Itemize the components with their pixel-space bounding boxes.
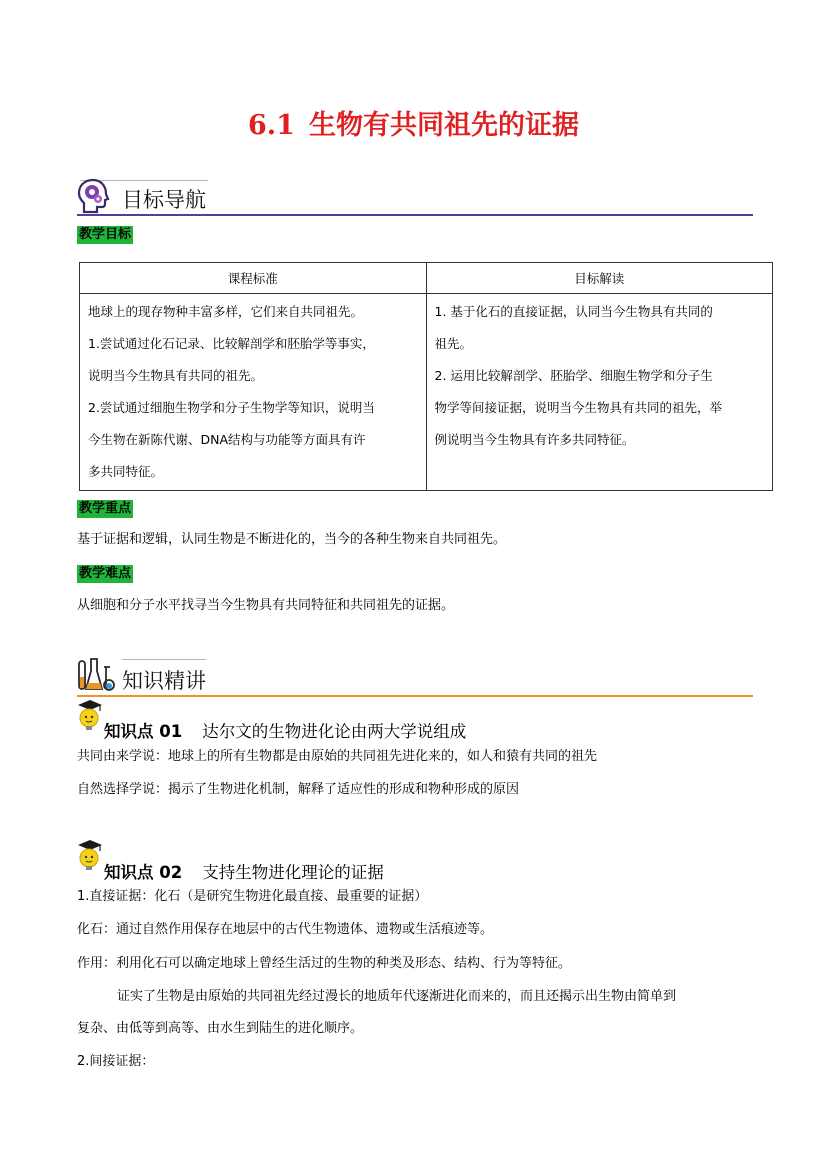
- objectives-table: [79, 262, 773, 491]
- cell-line: 1.尝试通过化石记录、比较解剖学和胚胎学等事实，: [88, 336, 375, 351]
- kp2-line: 证实了生物是由原始的共同祖先经过漫长的地质年代逐渐进化而来的，而且还揭示出生物由简单到: [117, 989, 677, 1004]
- title-text: 生物有共同祖先的证据: [308, 110, 579, 141]
- tag-teaching-focus: 教学重点: [79, 501, 132, 516]
- knowledge-point-title: [104, 718, 466, 742]
- kp-name: 达尔文的生物进化论由两大学说组成: [202, 722, 467, 741]
- kp2-line: 1.直接证据：化石（是研究生物进化最直接、最重要的证据）: [77, 889, 428, 904]
- teaching-difficulty-text: 从细胞和分子水平找寻当今生物具有共同特征和共同祖先的证据。: [77, 598, 455, 613]
- kp-label: 知识点 02: [104, 863, 183, 882]
- cell-line: 多共同特征。: [88, 464, 164, 479]
- kp2-line: 化石：通过自然作用保存在地层中的古代生物遗体、遗物或生活痕迹等。: [77, 922, 494, 937]
- cell-line: 地球上的现存物种丰富多样，它们来自共同祖先。: [88, 304, 364, 319]
- title-number: 6.1: [248, 110, 295, 141]
- section-title-goals: 目标导航: [122, 188, 206, 212]
- kp2-line: 作用：利用化石可以确定地球上曾经生活过的生物的种类及形态、结构、行为等特征。: [77, 956, 572, 971]
- section-rule-purple: [77, 214, 753, 216]
- header-course-standard: 课程标准: [80, 263, 427, 294]
- table-row: [80, 294, 773, 491]
- kp1-line: 共同由来学说：地球上的所有生物都是由原始的共同祖先进化来的，如人和猿有共同的祖先: [77, 749, 598, 764]
- kp-label: 知识点 01: [104, 722, 183, 741]
- header-goal-interpretation: 目标解读: [426, 263, 773, 294]
- section-top-rule: [122, 659, 206, 660]
- cell-line: 今生物在新陈代谢、DNA结构与功能等方面具有许: [88, 432, 366, 447]
- cell-line: 祖先。: [434, 336, 473, 351]
- cell-line: 说明当今生物具有共同的祖先。: [88, 368, 264, 383]
- kp-name: 支持生物进化理论的证据: [202, 863, 384, 882]
- knowledge-point-title: [104, 859, 384, 883]
- head-gears-icon: [77, 178, 111, 214]
- cell-goal-interpretation: [426, 294, 773, 491]
- kp2-line: 2.间接证据：: [77, 1054, 155, 1069]
- tag-teaching-goal: 教学目标: [79, 227, 132, 242]
- section-title-knowledge: 知识精讲: [122, 669, 206, 693]
- scholar-bulb-icon: [76, 698, 104, 732]
- teaching-focus-text: 基于证据和逻辑，认同生物是不断进化的，当今的各种生物来自共同祖先。: [77, 532, 507, 547]
- cell-line: 物学等间接证据，说明当今生物具有共同的祖先，举: [434, 400, 723, 415]
- cell-course-standard: [80, 294, 427, 491]
- tag-teaching-difficulty: 教学难点: [79, 566, 132, 581]
- section-rule-orange: [77, 695, 753, 697]
- cell-line: 例说明当今生物具有许多共同特征。: [434, 432, 635, 447]
- page-title: [0, 103, 827, 142]
- kp2-line: 复杂、由低等到高等、由水生到陆生的进化顺序。: [77, 1021, 364, 1036]
- cell-line: 2.尝试通过细胞生物学和分子生物学等知识，说明当: [88, 400, 375, 415]
- cell-line: 1. 基于化石的直接证据，认同当今生物具有共同的: [434, 304, 713, 319]
- flask-icon: [76, 655, 116, 695]
- kp1-line: 自然选择学说：揭示了生物进化机制，解释了适应性的形成和物种形成的原因: [77, 782, 520, 797]
- scholar-bulb-icon: [76, 838, 104, 872]
- cell-line: 2. 运用比较解剖学、胚胎学、细胞生物学和分子生: [434, 368, 713, 383]
- table-header-row: [80, 263, 773, 294]
